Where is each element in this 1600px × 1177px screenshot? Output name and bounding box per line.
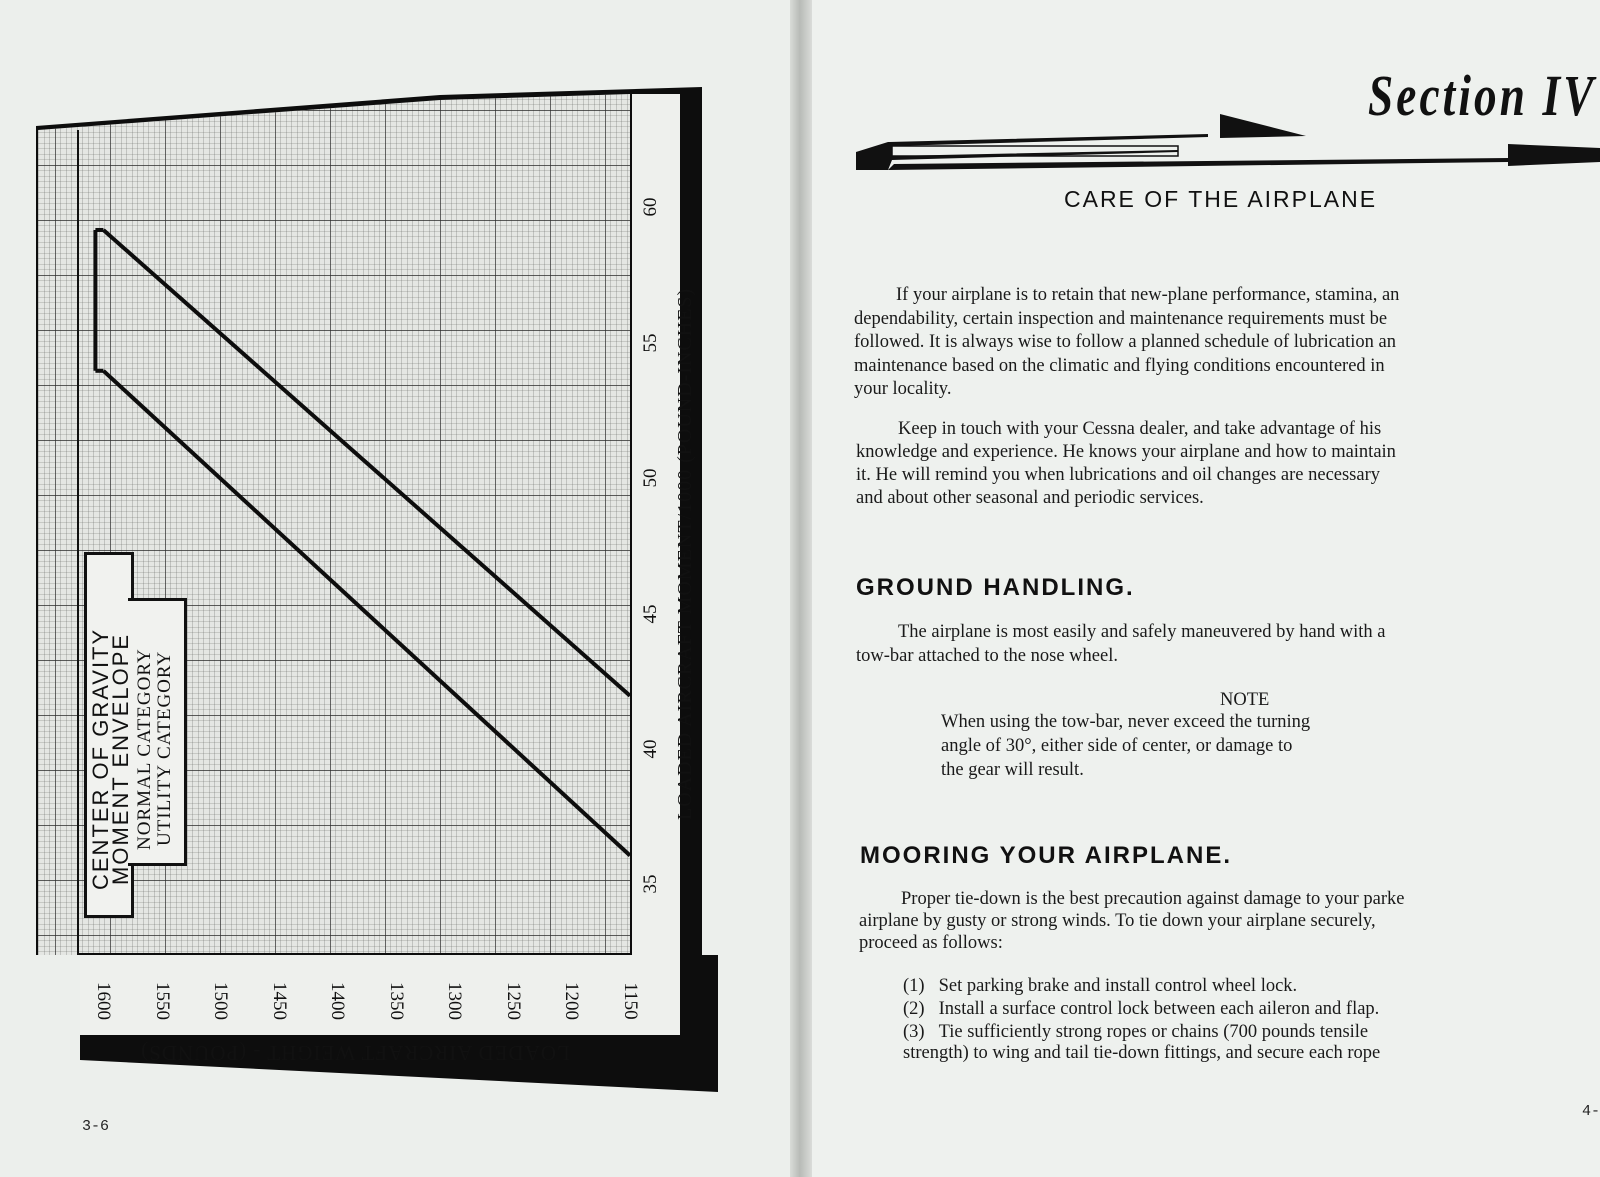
weight-tick-label: 1250 — [502, 982, 524, 1020]
moment-axis-title: LOADED AIRCRAFT MOMENT/1000 (POUND-INCHES) — [674, 287, 696, 820]
section-rule-ornament — [848, 110, 1600, 180]
legend-title-line2: MOMENT ENVELOPE — [108, 632, 133, 885]
text-line: The airplane is most easily and safely maneuvered by hand with a — [898, 622, 1386, 642]
moment-tick-label: 60 — [640, 197, 661, 217]
section-title: Section IV — [1368, 63, 1597, 128]
text-line: and about other seasonal and periodic services. — [856, 488, 1204, 508]
step-3-continued: strength) to wing and tail tie-down fittings, and secure each rope — [903, 1043, 1381, 1063]
text-line: knowledge and experience. He knows your airplane and how to maintain — [856, 442, 1396, 462]
weight-tick-label: 1200 — [561, 982, 583, 1020]
weight-axis-title: LOADED AIRCRAFT WEIGHT - (POUNDS) — [140, 1041, 570, 1065]
text-line: followed. It is always wise to follow a planned schedule of lubrication an — [854, 332, 1397, 352]
text-line: it. He will remind you when lubrications and oil changes are necessary — [856, 465, 1381, 485]
step-number: (2) — [903, 999, 925, 1019]
moment-tick-label: 50 — [640, 468, 661, 488]
text-line: tow-bar attached to the nose wheel. — [856, 646, 1118, 666]
mooring-step — [903, 1021, 1368, 1044]
right-page-number: 4- — [1582, 1103, 1600, 1120]
note-label: NOTE — [1220, 690, 1270, 710]
step-text: Install a surface control lock between each aileron and flap. — [938, 999, 1380, 1019]
weight-tick-label: 1550 — [151, 982, 173, 1020]
moment-tick-label: 35 — [640, 874, 661, 894]
weight-tick-label: 1450 — [268, 982, 290, 1020]
text-line: your locality. — [854, 379, 952, 399]
mooring-step — [903, 975, 1297, 998]
step-text: Tie sufficiently strong ropes or chains (700 pounds tensile — [938, 1022, 1369, 1042]
moment-tick-label: 45 — [640, 604, 661, 623]
text-line: angle of 30°, either side of center, or damage to — [941, 736, 1293, 756]
text-line: proceed as follows: — [859, 933, 1003, 953]
left-page-number: 3-6 — [82, 1118, 110, 1135]
text-line: When using the tow-bar, never exceed the turning — [941, 712, 1311, 732]
care-of-airplane-title: CARE OF THE AIRPLANE — [1064, 186, 1378, 212]
step-number: (1) — [903, 976, 925, 996]
weight-tick-label: 1400 — [327, 982, 349, 1020]
text-line: dependability, certain inspection and maintenance requirements must be — [854, 308, 1388, 329]
weight-tick-label: 1350 — [385, 982, 407, 1020]
mooring-step — [903, 998, 1379, 1021]
moment-tick-label: 40 — [640, 739, 661, 759]
step-number: (3) — [903, 1022, 925, 1042]
text-line: If your airplane is to retain that new-plane performance, stamina, an — [896, 285, 1400, 305]
ground-handling-heading: GROUND HANDLING. — [856, 574, 1135, 601]
weight-tick-label: 1150 — [620, 982, 641, 1020]
text-line: airplane by gusty or strong winds. To tie down your airplane securely, — [859, 911, 1376, 931]
mooring-heading: MOORING YOUR AIRPLANE. — [860, 842, 1233, 869]
legend-utility-category: UTILITY CATEGORY — [154, 650, 175, 846]
legend-normal-category: NORMAL CATEGORY — [134, 648, 155, 850]
weight-tick-label: 1600 — [93, 982, 115, 1020]
text-line: Keep in touch with your Cessna dealer, and take advantage of his — [898, 419, 1382, 439]
weight-tick-label: 1500 — [210, 982, 232, 1020]
text-line: the gear will result. — [941, 760, 1084, 780]
weight-tick-label: 1300 — [444, 982, 466, 1020]
step-text: Set parking brake and install control wheel lock. — [938, 976, 1298, 996]
text-line: maintenance based on the climatic and flying conditions encountered in — [854, 355, 1385, 376]
legend-title-line1: CENTER OF GRAVITY — [88, 627, 113, 890]
moment-tick-label: 55 — [640, 333, 661, 353]
text-line: Proper tie-down is the best precaution against damage to your parke — [901, 889, 1405, 909]
